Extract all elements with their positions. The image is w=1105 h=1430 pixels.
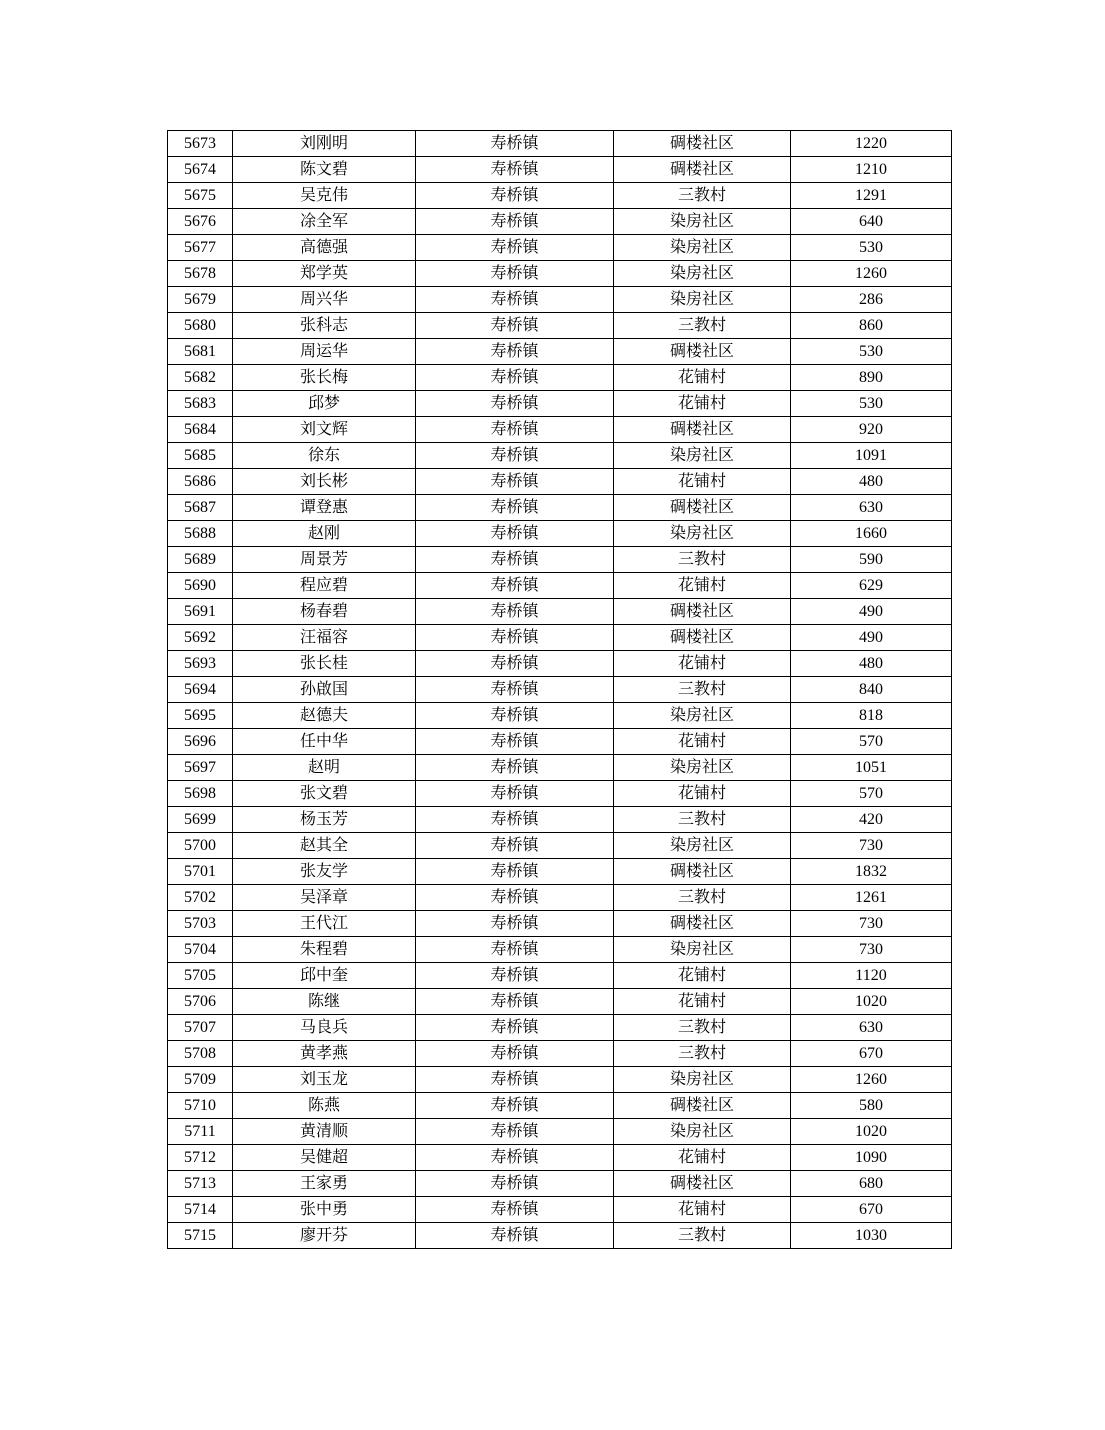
cell-person-name: 陈燕	[233, 1093, 416, 1119]
cell-town: 寿桥镇	[416, 1041, 614, 1067]
cell-serial-number: 5698	[168, 781, 233, 807]
cell-village-or-community: 三教村	[614, 1041, 791, 1067]
cell-village-or-community: 三教村	[614, 885, 791, 911]
cell-person-name: 凃全军	[233, 209, 416, 235]
roster-table	[167, 130, 952, 1249]
cell-person-name: 谭登惠	[233, 495, 416, 521]
cell-serial-number: 5684	[168, 417, 233, 443]
cell-person-name: 郑学英	[233, 261, 416, 287]
roster-table-body	[168, 131, 952, 1249]
cell-village-or-community: 碉楼社区	[614, 131, 791, 157]
cell-amount: 1261	[791, 885, 952, 911]
cell-amount: 1091	[791, 443, 952, 469]
table-row	[168, 287, 952, 313]
cell-village-or-community: 碉楼社区	[614, 1171, 791, 1197]
cell-amount: 490	[791, 599, 952, 625]
cell-amount: 1030	[791, 1223, 952, 1249]
table-row	[168, 781, 952, 807]
cell-town: 寿桥镇	[416, 859, 614, 885]
cell-person-name: 孙啟国	[233, 677, 416, 703]
table-row	[168, 1041, 952, 1067]
cell-serial-number: 5675	[168, 183, 233, 209]
cell-town: 寿桥镇	[416, 365, 614, 391]
cell-amount: 1832	[791, 859, 952, 885]
cell-town: 寿桥镇	[416, 313, 614, 339]
cell-person-name: 张文碧	[233, 781, 416, 807]
table-row	[168, 1197, 952, 1223]
cell-village-or-community: 花铺村	[614, 365, 791, 391]
cell-village-or-community: 花铺村	[614, 1197, 791, 1223]
cell-person-name: 高德强	[233, 235, 416, 261]
cell-person-name: 马良兵	[233, 1015, 416, 1041]
cell-amount: 730	[791, 833, 952, 859]
table-row	[168, 989, 952, 1015]
cell-serial-number: 5699	[168, 807, 233, 833]
cell-town: 寿桥镇	[416, 911, 614, 937]
cell-person-name: 吴泽章	[233, 885, 416, 911]
cell-amount: 1210	[791, 157, 952, 183]
cell-person-name: 王代江	[233, 911, 416, 937]
cell-person-name: 邱中奎	[233, 963, 416, 989]
cell-village-or-community: 染房社区	[614, 521, 791, 547]
cell-village-or-community: 花铺村	[614, 963, 791, 989]
cell-person-name: 邱梦	[233, 391, 416, 417]
cell-town: 寿桥镇	[416, 131, 614, 157]
table-row	[168, 911, 952, 937]
cell-town: 寿桥镇	[416, 807, 614, 833]
cell-amount: 1051	[791, 755, 952, 781]
table-row	[168, 495, 952, 521]
table-row	[168, 1119, 952, 1145]
cell-town: 寿桥镇	[416, 521, 614, 547]
cell-amount: 1020	[791, 989, 952, 1015]
cell-town: 寿桥镇	[416, 625, 614, 651]
cell-amount: 490	[791, 625, 952, 651]
cell-person-name: 杨春碧	[233, 599, 416, 625]
cell-person-name: 王家勇	[233, 1171, 416, 1197]
table-row	[168, 339, 952, 365]
cell-village-or-community: 碉楼社区	[614, 339, 791, 365]
cell-amount: 530	[791, 235, 952, 261]
cell-town: 寿桥镇	[416, 1093, 614, 1119]
cell-amount: 286	[791, 287, 952, 313]
cell-serial-number: 5694	[168, 677, 233, 703]
cell-village-or-community: 三教村	[614, 807, 791, 833]
cell-village-or-community: 染房社区	[614, 833, 791, 859]
cell-serial-number: 5706	[168, 989, 233, 1015]
cell-town: 寿桥镇	[416, 937, 614, 963]
cell-serial-number: 5712	[168, 1145, 233, 1171]
cell-serial-number: 5700	[168, 833, 233, 859]
cell-town: 寿桥镇	[416, 833, 614, 859]
cell-town: 寿桥镇	[416, 1145, 614, 1171]
table-row	[168, 729, 952, 755]
cell-person-name: 周景芳	[233, 547, 416, 573]
cell-village-or-community: 染房社区	[614, 287, 791, 313]
cell-person-name: 朱程碧	[233, 937, 416, 963]
cell-serial-number: 5704	[168, 937, 233, 963]
cell-village-or-community: 花铺村	[614, 469, 791, 495]
cell-amount: 580	[791, 1093, 952, 1119]
cell-person-name: 陈文碧	[233, 157, 416, 183]
cell-serial-number: 5686	[168, 469, 233, 495]
cell-amount: 920	[791, 417, 952, 443]
cell-village-or-community: 染房社区	[614, 443, 791, 469]
cell-town: 寿桥镇	[416, 1223, 614, 1249]
table-row	[168, 417, 952, 443]
cell-village-or-community: 染房社区	[614, 937, 791, 963]
cell-village-or-community: 碉楼社区	[614, 417, 791, 443]
cell-town: 寿桥镇	[416, 183, 614, 209]
table-row	[168, 963, 952, 989]
cell-serial-number: 5685	[168, 443, 233, 469]
table-row	[168, 1171, 952, 1197]
table-row	[168, 833, 952, 859]
cell-person-name: 汪福容	[233, 625, 416, 651]
cell-serial-number: 5711	[168, 1119, 233, 1145]
cell-serial-number: 5715	[168, 1223, 233, 1249]
cell-amount: 1220	[791, 131, 952, 157]
cell-town: 寿桥镇	[416, 599, 614, 625]
cell-person-name: 陈继	[233, 989, 416, 1015]
cell-serial-number: 5709	[168, 1067, 233, 1093]
cell-serial-number: 5714	[168, 1197, 233, 1223]
cell-serial-number: 5679	[168, 287, 233, 313]
table-row	[168, 1223, 952, 1249]
cell-amount: 860	[791, 313, 952, 339]
table-row	[168, 755, 952, 781]
cell-village-or-community: 碉楼社区	[614, 1093, 791, 1119]
cell-town: 寿桥镇	[416, 573, 614, 599]
cell-amount: 840	[791, 677, 952, 703]
cell-amount: 570	[791, 729, 952, 755]
cell-town: 寿桥镇	[416, 1015, 614, 1041]
cell-serial-number: 5683	[168, 391, 233, 417]
cell-amount: 1660	[791, 521, 952, 547]
cell-person-name: 赵其全	[233, 833, 416, 859]
cell-village-or-community: 染房社区	[614, 1067, 791, 1093]
cell-village-or-community: 花铺村	[614, 781, 791, 807]
cell-amount: 730	[791, 937, 952, 963]
cell-serial-number: 5687	[168, 495, 233, 521]
cell-amount: 480	[791, 469, 952, 495]
cell-village-or-community: 花铺村	[614, 573, 791, 599]
cell-amount: 530	[791, 391, 952, 417]
cell-amount: 1260	[791, 1067, 952, 1093]
cell-amount: 629	[791, 573, 952, 599]
cell-town: 寿桥镇	[416, 417, 614, 443]
table-row	[168, 1067, 952, 1093]
cell-town: 寿桥镇	[416, 469, 614, 495]
cell-town: 寿桥镇	[416, 443, 614, 469]
cell-amount: 730	[791, 911, 952, 937]
table-row	[168, 573, 952, 599]
cell-serial-number: 5688	[168, 521, 233, 547]
cell-village-or-community: 染房社区	[614, 235, 791, 261]
cell-serial-number: 5710	[168, 1093, 233, 1119]
cell-serial-number: 5692	[168, 625, 233, 651]
table-row	[168, 469, 952, 495]
table-row	[168, 209, 952, 235]
cell-serial-number: 5691	[168, 599, 233, 625]
cell-town: 寿桥镇	[416, 1067, 614, 1093]
cell-serial-number: 5703	[168, 911, 233, 937]
table-row	[168, 443, 952, 469]
cell-town: 寿桥镇	[416, 261, 614, 287]
table-row	[168, 547, 952, 573]
cell-amount: 1120	[791, 963, 952, 989]
cell-serial-number: 5674	[168, 157, 233, 183]
cell-village-or-community: 花铺村	[614, 729, 791, 755]
table-row	[168, 677, 952, 703]
cell-village-or-community: 碉楼社区	[614, 859, 791, 885]
cell-serial-number: 5705	[168, 963, 233, 989]
cell-serial-number: 5677	[168, 235, 233, 261]
cell-person-name: 张长梅	[233, 365, 416, 391]
cell-village-or-community: 染房社区	[614, 755, 791, 781]
cell-town: 寿桥镇	[416, 1197, 614, 1223]
cell-person-name: 杨玉芳	[233, 807, 416, 833]
cell-person-name: 刘长彬	[233, 469, 416, 495]
table-row	[168, 651, 952, 677]
cell-town: 寿桥镇	[416, 781, 614, 807]
cell-amount: 530	[791, 339, 952, 365]
cell-amount: 640	[791, 209, 952, 235]
cell-person-name: 徐东	[233, 443, 416, 469]
cell-town: 寿桥镇	[416, 1171, 614, 1197]
cell-person-name: 廖开芬	[233, 1223, 416, 1249]
cell-person-name: 黄孝燕	[233, 1041, 416, 1067]
table-row	[168, 157, 952, 183]
cell-serial-number: 5681	[168, 339, 233, 365]
table-row	[168, 313, 952, 339]
cell-village-or-community: 三教村	[614, 677, 791, 703]
cell-serial-number: 5702	[168, 885, 233, 911]
cell-town: 寿桥镇	[416, 651, 614, 677]
cell-town: 寿桥镇	[416, 1119, 614, 1145]
cell-person-name: 周兴华	[233, 287, 416, 313]
cell-village-or-community: 花铺村	[614, 989, 791, 1015]
cell-village-or-community: 三教村	[614, 547, 791, 573]
cell-town: 寿桥镇	[416, 703, 614, 729]
cell-serial-number: 5673	[168, 131, 233, 157]
cell-amount: 1260	[791, 261, 952, 287]
cell-person-name: 赵刚	[233, 521, 416, 547]
cell-village-or-community: 染房社区	[614, 703, 791, 729]
cell-town: 寿桥镇	[416, 729, 614, 755]
cell-village-or-community: 染房社区	[614, 1119, 791, 1145]
cell-amount: 630	[791, 1015, 952, 1041]
cell-town: 寿桥镇	[416, 339, 614, 365]
table-row	[168, 235, 952, 261]
cell-person-name: 刘文辉	[233, 417, 416, 443]
cell-person-name: 吴克伟	[233, 183, 416, 209]
cell-amount: 480	[791, 651, 952, 677]
cell-person-name: 刘玉龙	[233, 1067, 416, 1093]
cell-amount: 818	[791, 703, 952, 729]
cell-village-or-community: 花铺村	[614, 651, 791, 677]
cell-village-or-community: 碉楼社区	[614, 911, 791, 937]
cell-village-or-community: 染房社区	[614, 209, 791, 235]
table-row	[168, 521, 952, 547]
table-row	[168, 807, 952, 833]
table-row	[168, 1145, 952, 1171]
cell-town: 寿桥镇	[416, 547, 614, 573]
cell-village-or-community: 三教村	[614, 1015, 791, 1041]
table-row	[168, 183, 952, 209]
cell-serial-number: 5708	[168, 1041, 233, 1067]
cell-person-name: 吴健超	[233, 1145, 416, 1171]
cell-town: 寿桥镇	[416, 989, 614, 1015]
cell-serial-number: 5701	[168, 859, 233, 885]
cell-amount: 420	[791, 807, 952, 833]
cell-amount: 1020	[791, 1119, 952, 1145]
cell-serial-number: 5690	[168, 573, 233, 599]
cell-serial-number: 5689	[168, 547, 233, 573]
table-row	[168, 365, 952, 391]
cell-person-name: 任中华	[233, 729, 416, 755]
table-row	[168, 131, 952, 157]
cell-village-or-community: 三教村	[614, 313, 791, 339]
cell-amount: 680	[791, 1171, 952, 1197]
cell-person-name: 周运华	[233, 339, 416, 365]
cell-amount: 570	[791, 781, 952, 807]
cell-amount: 590	[791, 547, 952, 573]
cell-serial-number: 5713	[168, 1171, 233, 1197]
table-row	[168, 885, 952, 911]
table-row	[168, 625, 952, 651]
cell-village-or-community: 碉楼社区	[614, 625, 791, 651]
cell-person-name: 程应碧	[233, 573, 416, 599]
cell-person-name: 张科志	[233, 313, 416, 339]
cell-amount: 890	[791, 365, 952, 391]
cell-person-name: 张长桂	[233, 651, 416, 677]
cell-town: 寿桥镇	[416, 209, 614, 235]
cell-serial-number: 5680	[168, 313, 233, 339]
cell-village-or-community: 碉楼社区	[614, 495, 791, 521]
cell-town: 寿桥镇	[416, 157, 614, 183]
cell-amount: 1090	[791, 1145, 952, 1171]
cell-serial-number: 5707	[168, 1015, 233, 1041]
cell-village-or-community: 花铺村	[614, 1145, 791, 1171]
table-row	[168, 859, 952, 885]
cell-town: 寿桥镇	[416, 391, 614, 417]
cell-village-or-community: 三教村	[614, 183, 791, 209]
cell-town: 寿桥镇	[416, 235, 614, 261]
cell-person-name: 黄清顺	[233, 1119, 416, 1145]
table-row	[168, 937, 952, 963]
cell-serial-number: 5696	[168, 729, 233, 755]
cell-village-or-community: 花铺村	[614, 391, 791, 417]
table-row	[168, 391, 952, 417]
cell-town: 寿桥镇	[416, 755, 614, 781]
cell-amount: 630	[791, 495, 952, 521]
cell-serial-number: 5693	[168, 651, 233, 677]
cell-person-name: 张中勇	[233, 1197, 416, 1223]
cell-town: 寿桥镇	[416, 495, 614, 521]
cell-amount: 670	[791, 1041, 952, 1067]
cell-person-name: 赵德夫	[233, 703, 416, 729]
cell-amount: 670	[791, 1197, 952, 1223]
cell-village-or-community: 三教村	[614, 1223, 791, 1249]
table-row	[168, 703, 952, 729]
table-row	[168, 599, 952, 625]
cell-serial-number: 5678	[168, 261, 233, 287]
cell-town: 寿桥镇	[416, 287, 614, 313]
cell-person-name: 刘刚明	[233, 131, 416, 157]
cell-amount: 1291	[791, 183, 952, 209]
table-row	[168, 1093, 952, 1119]
cell-serial-number: 5697	[168, 755, 233, 781]
cell-town: 寿桥镇	[416, 885, 614, 911]
table-row	[168, 1015, 952, 1041]
cell-village-or-community: 染房社区	[614, 261, 791, 287]
cell-town: 寿桥镇	[416, 963, 614, 989]
cell-person-name: 赵明	[233, 755, 416, 781]
cell-village-or-community: 碉楼社区	[614, 157, 791, 183]
cell-village-or-community: 碉楼社区	[614, 599, 791, 625]
cell-serial-number: 5676	[168, 209, 233, 235]
cell-town: 寿桥镇	[416, 677, 614, 703]
table-row	[168, 261, 952, 287]
cell-serial-number: 5695	[168, 703, 233, 729]
cell-serial-number: 5682	[168, 365, 233, 391]
cell-person-name: 张友学	[233, 859, 416, 885]
